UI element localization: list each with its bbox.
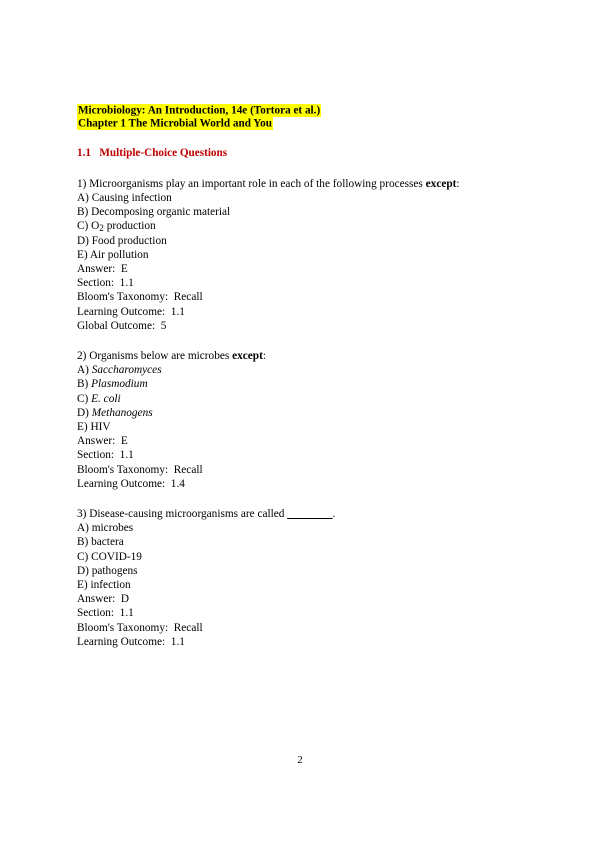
question-1-option-b: [77, 205, 537, 219]
option-label: B): [77, 536, 89, 549]
question-1-option-e: [77, 248, 537, 262]
question-3-option-d: [77, 564, 537, 578]
option-text: Air pollution: [87, 248, 149, 261]
question-2-learning-outcome: Learning Outcome: 1.4: [77, 477, 185, 490]
option-text: E. coli: [91, 392, 121, 405]
question-1-answer: Answer: E: [77, 263, 128, 275]
question-3-option-c: [77, 550, 537, 564]
question-3-option-b: [77, 535, 537, 549]
option-label: A): [77, 364, 89, 377]
option-text: COVID-19: [91, 550, 142, 563]
option-label: A): [77, 191, 89, 204]
question-2-answer: Answer: E: [77, 435, 128, 448]
question-1-global-outcome: Global Outcome: 5: [77, 319, 167, 332]
question-1-section: Section: 1.1: [77, 277, 134, 290]
option-label: E): [77, 248, 88, 261]
option-label: C): [77, 550, 89, 563]
question-3-blooms-taxonomy: Bloom's Taxonomy: Recall: [77, 621, 203, 634]
question-3-section: Section: 1.1: [77, 607, 134, 620]
option-text: Causing infection: [88, 191, 172, 204]
option-label: C): [77, 392, 89, 405]
option-text: Food production: [88, 234, 167, 247]
question-3-option-a: [77, 521, 537, 535]
subscript-two: 2: [99, 223, 104, 234]
option-label: D): [77, 564, 89, 577]
question-1-learning-outcome: Learning Outcome: 1.1: [77, 305, 185, 318]
question-2-stem-tail: :: [262, 350, 266, 363]
question-1-stem: [77, 177, 537, 191]
option-label: D): [77, 406, 89, 419]
option-label: E): [77, 421, 88, 434]
question-block-1: [77, 177, 537, 333]
question-1-option-a: [77, 191, 537, 205]
section-heading: 1.1 Multiple-Choice Questions: [77, 147, 228, 160]
question-3-option-e: [77, 578, 537, 592]
question-2-option-d: [77, 406, 537, 420]
option-text: microbes: [91, 522, 134, 535]
document-title-line-1: Microbiology: An Introduction, 14e (Tortora et al.): [78, 104, 321, 116]
option-label: D): [77, 234, 89, 247]
question-3-learning-outcome: Learning Outcome: 1.1: [77, 635, 185, 648]
option-text: Methanogens: [91, 406, 153, 419]
question-1-option-d: [77, 234, 537, 248]
question-3-stem-tail: .: [332, 508, 336, 521]
option-label: A): [77, 522, 89, 535]
question-2-option-b: [77, 377, 537, 391]
option-text: pathogens: [91, 564, 138, 577]
page-number: 2: [297, 755, 303, 766]
document-chapter-title: [77, 118, 537, 132]
question-block-2: [77, 349, 537, 491]
page-content: [77, 104, 537, 649]
question-2-option-c: [77, 392, 537, 406]
question-2-option-e: [77, 420, 537, 434]
question-3-stem: [77, 507, 537, 521]
question-3-blank: ________: [287, 508, 333, 521]
option-text: Saccharomyces: [91, 364, 162, 377]
question-2-stem-text: 2) Organisms below are microbes: [77, 350, 233, 363]
option-text: Plasmodium: [91, 378, 148, 391]
question-3-stem-text: 3) Disease-causing microorganisms are called: [77, 508, 288, 521]
option-text-prefix: C) O: [77, 220, 100, 233]
question-block-3: [77, 507, 537, 649]
question-2-blooms-taxonomy: Bloom's Taxonomy: Recall: [77, 463, 203, 476]
question-2-stem: [77, 349, 537, 363]
option-text: HIV: [90, 421, 111, 434]
option-label: E): [77, 579, 88, 592]
question-1-stem-emphasis: except: [425, 177, 457, 190]
option-text-suffix: production: [103, 220, 156, 233]
document-title: [77, 104, 537, 118]
question-3-answer: Answer: D: [77, 593, 130, 606]
option-text: bactera: [91, 536, 124, 549]
option-label: B): [77, 206, 89, 219]
question-1-option-c: [77, 219, 537, 233]
document-title-line-2: Chapter 1 The Microbial World and You: [78, 117, 272, 130]
option-text: infection: [90, 579, 131, 592]
question-2-option-a: [77, 363, 537, 377]
question-2-section: Section: 1.1: [77, 449, 134, 462]
question-1-stem-text: 1) Microorganisms play an important role in each of the following processes: [77, 177, 426, 190]
option-text: Decomposing organic material: [88, 206, 231, 219]
question-1-stem-tail: :: [456, 177, 460, 190]
question-2-stem-emphasis: except: [232, 350, 263, 363]
question-1-blooms-taxonomy: Bloom's Taxonomy: Recall: [77, 291, 203, 304]
option-label: B): [77, 378, 89, 391]
